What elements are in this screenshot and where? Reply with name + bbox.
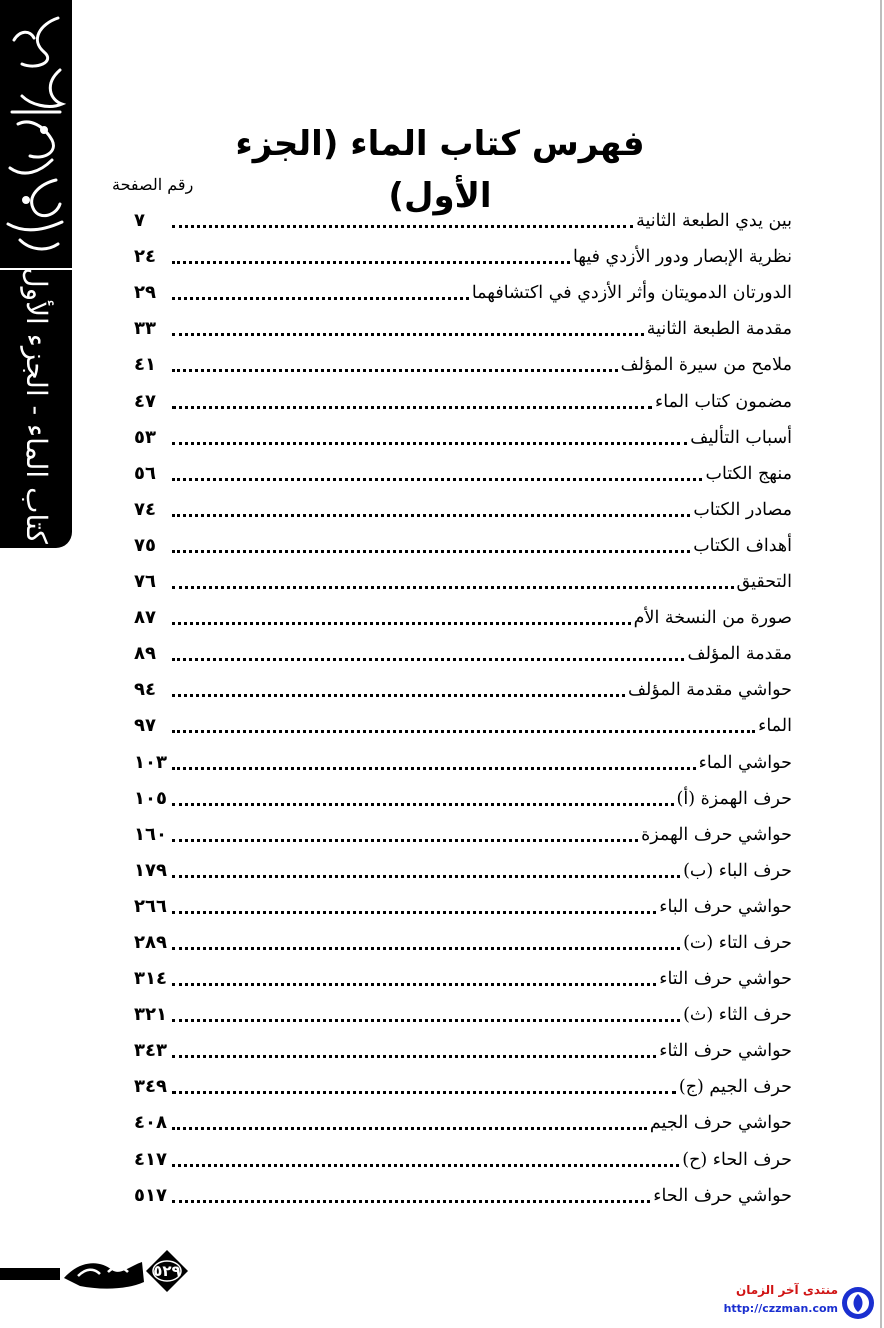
toc-dot-leader	[172, 1055, 656, 1058]
toc-entry-page: ٣٤٣	[134, 1040, 167, 1062]
toc-dot-leader	[172, 514, 690, 517]
toc-entry[interactable]	[134, 1175, 792, 1211]
toc-dot-leader	[172, 947, 680, 950]
toc-entry-title: بين يدي الطبعة الثانية	[636, 211, 792, 232]
toc-entry-title: أسباب التأليف	[690, 427, 792, 448]
toc-dot-leader	[172, 839, 638, 842]
toc-entry[interactable]	[134, 850, 792, 886]
toc-entry-title: حواشي حرف الجيم	[649, 1113, 792, 1134]
toc-dot-leader	[172, 803, 674, 806]
toc-dot-leader	[172, 225, 633, 228]
toc-entry-page: ٩٤	[134, 679, 156, 701]
toc-entry-page: ٤٧	[134, 390, 156, 412]
toc-entry-title: مقدمة المؤلف	[687, 644, 792, 665]
toc-entry[interactable]	[134, 1138, 792, 1174]
toc-dot-leader	[172, 297, 469, 300]
toc-entry-title: حواشي حرف الباء	[659, 896, 792, 917]
toc-entry-page: ٢٨٩	[134, 931, 167, 953]
toc-entry[interactable]	[134, 525, 792, 561]
toc-entry[interactable]	[134, 344, 792, 380]
toc-entry-page: ٧٤	[134, 498, 156, 520]
toc-entry-title: نظرية الإبصار ودور الأزدي فيها	[572, 247, 792, 268]
toc-entry-title: حواشي الماء	[698, 752, 792, 773]
toc-entry[interactable]	[134, 308, 792, 344]
toc-dot-leader	[172, 333, 644, 336]
toc-entry-page: ٥١٧	[134, 1184, 167, 1206]
toc-entry-page: ٨٧	[134, 607, 156, 629]
footer-rule	[0, 1268, 60, 1280]
toc-entry-page: ١٠٥	[134, 787, 167, 809]
toc-entry[interactable]	[134, 1030, 792, 1066]
toc-entry-page: ٤١٧	[134, 1148, 167, 1170]
toc-entry-page: ١٧٩	[134, 859, 167, 881]
toc-dot-leader	[172, 983, 656, 986]
toc-entry-title: مصادر الكتاب	[693, 499, 792, 520]
toc-entry-title: حرف الحاء (ح)	[682, 1149, 792, 1170]
toc-entry[interactable]	[134, 417, 792, 453]
toc-entry[interactable]	[134, 741, 792, 777]
toc-entry[interactable]	[134, 200, 792, 236]
toc-entry-page: ٤٠٨	[134, 1112, 167, 1134]
toc-dot-leader	[172, 658, 684, 661]
toc-entry[interactable]	[134, 272, 792, 308]
toc-entry-page: ١٦٠	[134, 823, 167, 845]
calligraphy-logo-panel	[0, 0, 72, 268]
toc-entry-page: ٤١	[134, 354, 156, 376]
toc-entry-page: ٥٣	[134, 426, 156, 448]
toc-entry[interactable]	[134, 778, 792, 814]
publisher-logo	[60, 1252, 146, 1292]
page-number-column-header: رقم الصفحة	[112, 175, 194, 194]
toc-entry[interactable]	[134, 922, 792, 958]
toc-list	[134, 200, 792, 1211]
toc-dot-leader	[172, 694, 625, 697]
toc-entry-page: ٧٦	[134, 571, 156, 593]
toc-entry-title: حرف الباء (ب)	[683, 860, 792, 881]
toc-entry[interactable]	[134, 669, 792, 705]
toc-entry-title: الماء	[758, 716, 792, 737]
toc-entry-title: حواشي حرف التاء	[659, 969, 792, 990]
forum-logo-icon	[840, 1285, 876, 1321]
toc-entry-title: حرف الهمزة (أ)	[676, 788, 792, 809]
toc-entry[interactable]	[134, 705, 792, 741]
calligraphy-logo-image	[0, 0, 72, 268]
toc-entry-title: حواشي حرف الهمزة	[641, 824, 792, 845]
side-book-title-text: كتاب الماء - الجزء الأول	[19, 266, 53, 544]
toc-entry-title: حواشي حرف الحاء	[653, 1185, 792, 1206]
toc-entry-title: مقدمة الطبعة الثانية	[646, 319, 792, 340]
toc-dot-leader	[172, 442, 687, 445]
toc-entry-title: الدورتان الدمويتان وأثر الأزدي في اكتشافهما	[471, 283, 792, 304]
toc-dot-leader	[172, 767, 696, 770]
toc-entry-title: مضمون كتاب الماء	[655, 391, 792, 412]
toc-entry[interactable]	[134, 236, 792, 272]
forum-url-link[interactable]: http://czzman.com	[723, 1302, 838, 1315]
toc-dot-leader	[172, 1091, 676, 1094]
toc-entry-page: ٣٤٩	[134, 1076, 167, 1098]
toc-entry-page: ٣٢١	[134, 1004, 167, 1026]
toc-entry-title: حرف الثاء (ث)	[683, 1005, 792, 1026]
toc-entry[interactable]	[134, 886, 792, 922]
toc-dot-leader	[172, 478, 702, 481]
toc-dot-leader	[172, 1019, 680, 1022]
toc-entry-title: صورة من النسخة الأم	[633, 608, 792, 629]
toc-dot-leader	[172, 1164, 679, 1167]
toc-dot-leader	[172, 622, 631, 625]
toc-entry-page: ٢٤	[134, 246, 156, 268]
toc-entry-page: ١٠٣	[134, 751, 167, 773]
toc-entry[interactable]	[134, 489, 792, 525]
toc-entry-title: أهداف الكتاب	[693, 535, 792, 556]
toc-entry-title: حواشي مقدمة المؤلف	[627, 680, 792, 701]
toc-entry[interactable]	[134, 994, 792, 1030]
side-tab	[0, 0, 72, 548]
toc-entry-page: ٢٩	[134, 282, 156, 304]
toc-entry[interactable]	[134, 633, 792, 669]
toc-dot-leader	[172, 369, 618, 372]
toc-dot-leader	[172, 911, 656, 914]
toc-entry[interactable]	[134, 958, 792, 994]
toc-entry-title: حرف الجيم (ج)	[678, 1077, 792, 1098]
toc-entry[interactable]	[134, 597, 792, 633]
publisher-logo-image	[60, 1252, 146, 1292]
toc-entry[interactable]	[134, 453, 792, 489]
toc-entry-title: ملامح من سيرة المؤلف	[620, 355, 792, 376]
toc-entry-page: ٢٦٦	[134, 895, 167, 917]
toc-entry[interactable]	[134, 814, 792, 850]
toc-dot-leader	[172, 730, 755, 733]
page-title: فهرس كتاب الماء (الجزء الأول)	[235, 124, 645, 216]
toc-dot-leader	[172, 875, 680, 878]
page-edge	[880, 0, 882, 1328]
toc-entry-page: ٨٩	[134, 643, 156, 665]
toc-entry-page: ٧٥	[134, 534, 156, 556]
toc-dot-leader	[172, 406, 652, 409]
page-number: ٥٢٩	[153, 1262, 181, 1280]
toc-entry-page: ٩٧	[134, 715, 156, 737]
toc-dot-leader	[172, 550, 690, 553]
toc-entry[interactable]	[134, 1102, 792, 1138]
toc-entry-title: حرف التاء (ت)	[683, 932, 792, 953]
toc-entry[interactable]	[134, 561, 792, 597]
toc-entry-title: حواشي حرف الثاء	[659, 1041, 792, 1062]
toc-entry-page: ٥٦	[134, 462, 156, 484]
toc-entry-page: ٧	[134, 210, 145, 232]
toc-entry[interactable]	[134, 380, 792, 416]
toc-entry-title: التحقيق	[736, 572, 792, 593]
toc-dot-leader	[172, 586, 734, 589]
toc-entry-title: منهج الكتاب	[705, 463, 792, 484]
toc-entry-page: ٣٣	[134, 318, 156, 340]
side-book-title	[0, 266, 72, 544]
toc-dot-leader	[172, 1200, 650, 1203]
toc-dot-leader	[172, 261, 570, 264]
toc-entry-page: ٣١٤	[134, 968, 167, 990]
toc-entry[interactable]	[134, 1066, 792, 1102]
toc-dot-leader	[172, 1127, 647, 1130]
forum-name: منتدى آخر الزمان	[736, 1283, 838, 1297]
